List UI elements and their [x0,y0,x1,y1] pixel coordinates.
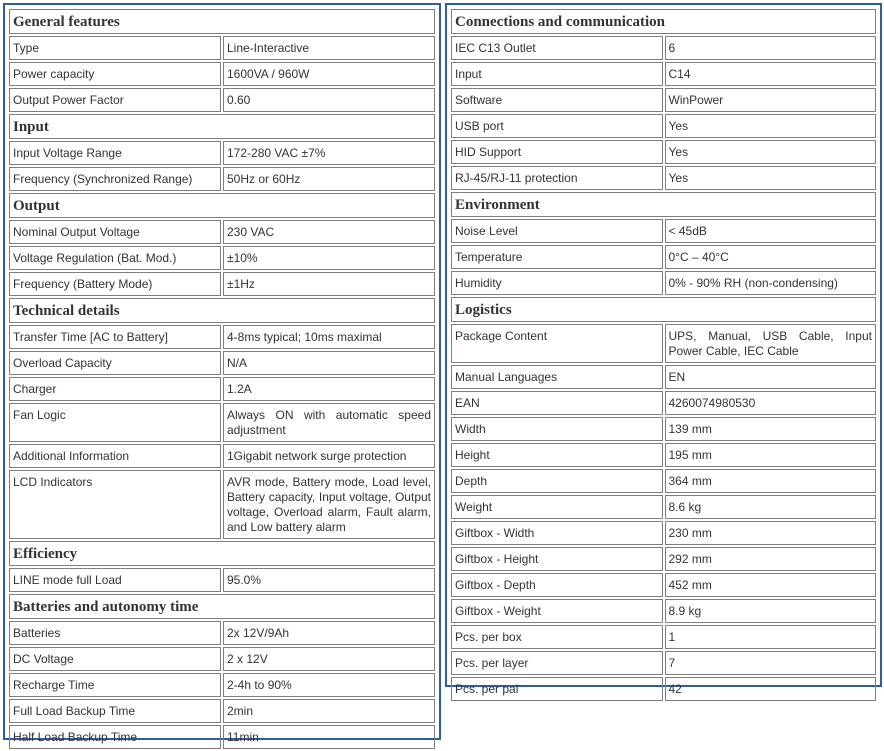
spec-label: Frequency (Synchronized Range) [9,167,221,191]
spec-row-line-mode-full-load [9,568,435,592]
spec-row-package-content [451,324,876,363]
spec-value: UPS, Manual, USB Cable, Input Power Cable, IEC Cable [665,324,877,363]
spec-row-batteries [9,621,435,645]
spec-value: 8.9 kg [665,599,877,623]
spec-label: Input [451,62,663,86]
spec-row-fan-logic [9,403,435,442]
spec-label: Noise Level [451,219,663,243]
spec-row-giftbox-depth [451,573,876,597]
spec-label: Input Voltage Range [9,141,221,165]
spec-value: 50Hz or 60Hz [223,167,435,191]
spec-row-pcs-per-layer [451,651,876,675]
spec-value: Yes [665,114,877,138]
section-header-row [9,594,435,619]
section-header-row [9,541,435,566]
spec-value: 0% - 90% RH (non-condensing) [665,271,877,295]
spec-value: 95.0% [223,568,435,592]
spec-value: 1.2A [223,377,435,401]
spec-label: Transfer Time [AC to Battery] [9,325,221,349]
spec-value: C14 [665,62,877,86]
spec-value: < 45dB [665,219,877,243]
spec-value: Yes [665,140,877,164]
spec-value: 7 [665,651,877,675]
spec-row-power-capacity [9,62,435,86]
spec-value: 0°C – 40°C [665,245,877,269]
section-title-batteries-and-autonomy-time: Batteries and autonomy time [9,594,435,619]
spec-row-pcs-per-pal [451,677,876,701]
spec-row-manual-languages [451,365,876,389]
spec-row-weight [451,495,876,519]
spec-value: 230 mm [665,521,877,545]
section-title-environment: Environment [451,192,876,217]
spec-value: 11min [223,725,435,749]
spec-row-noise-level [451,219,876,243]
spec-row-input [451,62,876,86]
spec-label: EAN [451,391,663,415]
spec-value: 0.60 [223,88,435,112]
spec-row-dc-voltage [9,647,435,671]
spec-row-hid-support [451,140,876,164]
spec-label: Charger [9,377,221,401]
spec-row-frequency-synchronized-range [9,167,435,191]
section-header-row [451,297,876,322]
right-spec-panel [445,3,882,696]
spec-label: Package Content [451,324,663,363]
spec-label: Output Power Factor [9,88,221,112]
spec-value: 1Gigabit network surge protection [223,444,435,468]
spec-label: Pcs. per box [451,625,663,649]
spec-row-half-load-backup-time [9,725,435,749]
spec-value: AVR mode, Battery mode, Load level, Battery capacity, Input voltage, Output voltage, Overload alarm, Fault alarm, and Low battery alarm [223,470,435,539]
section-header-row [9,193,435,218]
spec-value: 2x 12V/9Ah [223,621,435,645]
spec-value: N/A [223,351,435,375]
spec-row-frequency-battery-mode [9,272,435,296]
spec-value: ±1Hz [223,272,435,296]
spec-row-nominal-output-voltage [9,220,435,244]
spec-label: Additional Information [9,444,221,468]
spec-label: Frequency (Battery Mode) [9,272,221,296]
spec-label: Weight [451,495,663,519]
spec-row-pcs-per-box [451,625,876,649]
spec-value: 139 mm [665,417,877,441]
spec-label: Overload Capacity [9,351,221,375]
spec-label: Pcs. per pal [451,677,663,701]
spec-value: Yes [665,166,877,190]
spec-row-temperature [451,245,876,269]
spec-value: WinPower [665,88,877,112]
spec-label: HID Support [451,140,663,164]
spec-label: Software [451,88,663,112]
spec-row-software [451,88,876,112]
spec-row-iec-c13-outlet [451,36,876,60]
spec-label: Width [451,417,663,441]
spec-value: 292 mm [665,547,877,571]
spec-label: Manual Languages [451,365,663,389]
spec-label: LCD Indicators [9,470,221,539]
spec-label: Voltage Regulation (Bat. Mod.) [9,246,221,270]
spec-label: Pcs. per layer [451,651,663,675]
section-header-row [451,192,876,217]
spec-value: 42 [665,677,877,701]
spec-row-voltage-regulation-bat-mod [9,246,435,270]
spec-row-recharge-time [9,673,435,697]
spec-row-input-voltage-range [9,141,435,165]
spec-value: 6 [665,36,877,60]
section-title-connections-and-communication: Connections and communication [451,9,876,34]
spec-label: Batteries [9,621,221,645]
spec-label: DC Voltage [9,647,221,671]
spec-label: LINE mode full Load [9,568,221,592]
spec-value: EN [665,365,877,389]
spec-value: 230 VAC [223,220,435,244]
section-title-efficiency: Efficiency [9,541,435,566]
section-title-input: Input [9,114,435,139]
spec-label: Power capacity [9,62,221,86]
spec-value: 4260074980530 [665,391,877,415]
spec-value: 195 mm [665,443,877,467]
spec-label: Half Load Backup Time [9,725,221,749]
spec-value: 2 x 12V [223,647,435,671]
spec-value: 452 mm [665,573,877,597]
spec-row-type [9,36,435,60]
spec-value: 2min [223,699,435,723]
spec-label: Giftbox - Weight [451,599,663,623]
spec-value: Always ON with automatic speed adjustment [223,403,435,442]
spec-row-output-power-factor [9,88,435,112]
section-header-row [9,114,435,139]
spec-row-depth [451,469,876,493]
spec-row-overload-capacity [9,351,435,375]
spec-row-height [451,443,876,467]
spec-row-width [451,417,876,441]
section-title-general-features: General features [9,9,435,34]
spec-row-usb-port [451,114,876,138]
section-header-row [451,9,876,34]
left-spec-table [7,7,437,751]
spec-row-humidity [451,271,876,295]
spec-row-lcd-indicators [9,470,435,539]
spec-label: USB port [451,114,663,138]
spec-value: ±10% [223,246,435,270]
spec-row-giftbox-weight [451,599,876,623]
section-title-logistics: Logistics [451,297,876,322]
section-title-technical-details: Technical details [9,298,435,323]
spec-label: Giftbox - Width [451,521,663,545]
spec-row-transfer-time-ac-to-battery [9,325,435,349]
section-header-row [9,298,435,323]
spec-value: 364 mm [665,469,877,493]
spec-label: Recharge Time [9,673,221,697]
spec-label: RJ-45/RJ-11 protection [451,166,663,190]
spec-label: Humidity [451,271,663,295]
spec-label: Giftbox - Height [451,547,663,571]
spec-label: IEC C13 Outlet [451,36,663,60]
spec-row-ean [451,391,876,415]
spec-value: 8.6 kg [665,495,877,519]
spec-label: Giftbox - Depth [451,573,663,597]
spec-value: 1 [665,625,877,649]
spec-label: Depth [451,469,663,493]
spec-label: Temperature [451,245,663,269]
section-title-output: Output [9,193,435,218]
right-spec-table [449,7,878,703]
spec-value: 172-280 VAC ±7% [223,141,435,165]
spec-row-charger [9,377,435,401]
spec-value: 2-4h to 90% [223,673,435,697]
spec-label: Height [451,443,663,467]
spec-label: Type [9,36,221,60]
spec-value: Line-Interactive [223,36,435,60]
spec-row-rj-45-rj-11-protection [451,166,876,190]
spec-row-additional-information [9,444,435,468]
left-spec-panel [3,3,441,744]
spec-row-giftbox-height [451,547,876,571]
spec-row-full-load-backup-time [9,699,435,723]
spec-row-giftbox-width [451,521,876,545]
spec-value: 4-8ms typical; 10ms maximal [223,325,435,349]
spec-label: Fan Logic [9,403,221,442]
section-header-row [9,9,435,34]
spec-label: Nominal Output Voltage [9,220,221,244]
spec-value: 1600VA / 960W [223,62,435,86]
spec-label: Full Load Backup Time [9,699,221,723]
